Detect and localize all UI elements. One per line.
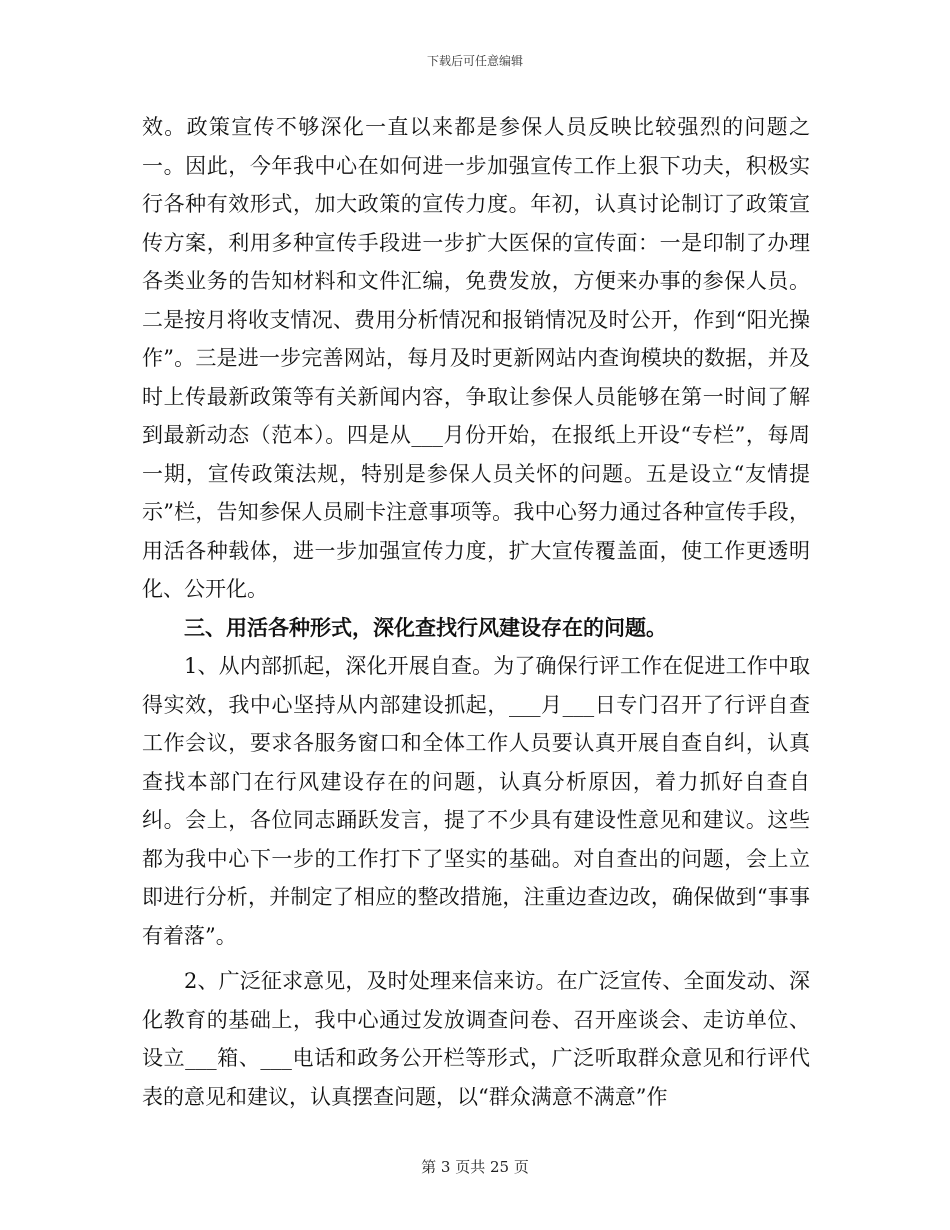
paragraph-opinions: 2、广泛征求意见，及时处理来信来访。在广泛宣传、全面发动、深化教育的基础上，我中心通过发放调查问卷、召开座谈会、走访单位、设立___箱、___电话和政务公开栏等形式，广泛听取群众意见和行评代表的意见和建议，认真摆查问题，以“群众满意不满意”作 [142,969,810,1109]
paragraph-continued: 效。政策宣传不够深化一直以来都是参保人员反映比较强烈的问题之一。因此，今年我中心在如何进一步加强宣传工作上狠下功夫，积极实行各种有效形式，加大政策的宣传力度。年初，认真讨论制订了政策宣传方案，利用多种宣传手段进一步扩大医保的宣传面：一是印制了办理各类业务的告知材料和文件汇编，免费发放，方便来办事的参保人员。二是按月将收支情况、费用分析情况和报销情况及时公开，作到“阳光操作”。三是进一步完善网站，每月及时更新网站内查询模块的数据，并及时上传最新政策等有关新闻内容，争取让参保人员能够在第一时间了解到最新动态（范本）。四是从___月份开始，在报纸上开设“专栏”，每周一期，宣传政策法规，特别是参保人员关怀的问题。五是设立“友情提示”栏，告知参保人员刷卡注意事项等。我中心努力通过各种宣传手段，用活各种载体，进一步加强宣传力度，扩大宣传覆盖面，使工作更透明化、公开化。 [142,115,810,601]
paragraph-self-inspection: 1、从内部抓起，深化开展自查。为了确保行评工作在促进工作中取得实效，我中心坚持从内部建设抓起，___月___日专门召开了行评自查工作会议，要求各服务窗口和全体工作人员要认真开展自查自纠，认真查找本部门在行风建设存在的问题，认真分析原因，着力抓好自查自纠。会上，各位同志踊跃发言，提了不少具有建设性意见和建议。这些都为我中心下一步的工作打下了坚实的基础。对自查出的问题，会上立即进行分析，并制定了相应的整改措施，注重边查边改，确保做到“事事有着落”。 [142,654,810,948]
section-heading: 三、用活各种形式，深化查找行风建设存在的问题。 [184,614,667,640]
page-footer: 第 3 页共 25 页 [421,1158,529,1176]
page-header: 下载后可任意编辑 [426,54,523,68]
document-body [142,108,810,1116]
